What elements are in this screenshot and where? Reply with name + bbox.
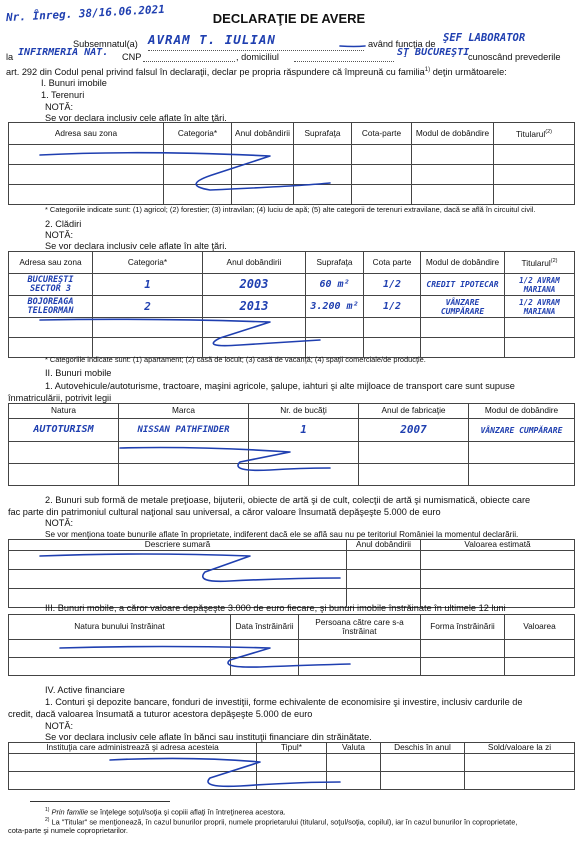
footnote-1 [45,806,286,816]
cladiri-nota: NOTĂ: [45,230,74,240]
bunuri-pretioase-table [8,539,575,608]
auto-header-modul: Modul de dobândire [469,404,575,419]
terenuri-header-suprafata: Suprafaţa [294,123,352,145]
auto-row-modul: VÂNZARE CUMPĂRARE [469,419,575,442]
table-cell [364,318,421,338]
cladiri-header-anul: Anul dobândirii [203,252,306,274]
table-row [9,296,575,318]
table-cell [119,442,249,464]
cladiri-header-modul: Modul de dobândire [421,252,505,274]
intro-line3 [6,65,507,78]
cladiri-row2-adresa: BOJOREAGA TELEORMAN [9,296,93,318]
table-cell [9,185,164,205]
table-cell [299,658,421,676]
cnp-line [143,61,235,62]
cladiri-row1-titularul: 1/2 AVRAM MARIANA [505,274,575,296]
table-cell [421,640,505,658]
table-cell [505,640,575,658]
table-cell [505,338,575,358]
table-cell [9,442,119,464]
auto-row-natura: AUTOTURISM [9,419,119,442]
cnp-label: CNP [122,52,142,62]
cladiri-row1-cota: 1/2 [364,274,421,296]
table-cell [421,570,575,589]
cladiri-row1-adresa: BUCUREŞTI SECTOR 3 [9,274,93,296]
cladiri-row2-modul: VÂNZARE CUMPĂRARE [421,296,505,318]
domiciliul-label: , domiciliul [236,52,279,62]
auto-row-nr: 1 [249,419,359,442]
table-cell [231,640,299,658]
cladiri-table [8,251,575,358]
auto-row-marca: NISSAN PATHFINDER [119,419,249,442]
footnote-1-mark: 1) [45,807,50,813]
table-cell [327,754,381,772]
table-cell [306,318,364,338]
table-cell [294,145,352,165]
la-label: la [6,52,14,62]
terenuri-header-titularul-text: Titularul [516,128,546,139]
terenuri-header-adresa: Adresa sau zona [9,123,164,145]
table-cell [299,640,421,658]
table-cell [421,318,505,338]
cladiri-row1-suprafata: 60 m² [306,274,364,296]
footnote-2 [45,816,517,826]
table-cell [505,318,575,338]
autovehicule-text-b: înmatriculării, potrivit legii [8,393,112,403]
footnote-1-em: Prin familie [51,807,89,817]
table-cell [421,551,575,570]
table-cell [9,570,347,589]
bunuri-pretioase-text-a: 2. Bunuri sub formă de metale preţioase, bijuterii, obiecte de artă şi de cult, colecţii de artă şi numismatică, obiecte care [45,495,531,505]
table-cell [294,165,352,185]
table-cell [347,551,421,570]
section1-title: I. Bunuri imobile [41,78,107,88]
cladiri-row1-anul: 2003 [203,274,306,296]
table-cell [9,165,164,185]
table-cell [232,145,294,165]
cladiri-row2-titularul: 1/2 AVRAM MARIANA [505,296,575,318]
terenuri-table [8,122,575,205]
table-cell [119,464,249,486]
table-cell [352,165,412,185]
auto-header-marca: Marca [119,404,249,419]
bunuri-pretioase-note-text: Se vor menţiona toate bunurile aflate în proprietate, indiferent dacă ele se află sau nu pe teritoriul României la momentul declarării. [45,530,519,539]
cladiri-note-text: Se vor declara inclusiv cele aflate în alte ţări. [45,241,227,251]
conturi-header-institutia: Instituţia care administrează şi adresa acesteia [9,743,257,754]
instrainate-header-persoana: Persoana către care s-a înstrăinat [299,615,421,640]
table-cell [164,185,232,205]
cladiri-header-adresa: Adresa sau zona [9,252,93,274]
conturi-text-a: 1. Conturi şi depozite bancare, fonduri de investiţii, forme echivalente de economisire şi investire, inclusiv cardurile de [45,697,523,707]
function-value: ŞEF LABORATOR [443,32,526,44]
footnote-1-rest: se înţelege soţul/soţia şi copiii aflaţi în întreţinerea acestora. [88,807,286,817]
terenuri-header-categoria: Categoria* [164,123,232,145]
table-cell [412,165,494,185]
footnote-2-mark: 2) [45,817,50,823]
table-cell [352,145,412,165]
conturi-header-tipul: Tipul* [257,743,327,754]
cladiri-header-titularul-text: Titularul [521,257,551,268]
table-cell [505,658,575,676]
table-cell [9,640,231,658]
terenuri-nota: NOTĂ: [45,102,74,112]
cladiri-row2-cota: 1/2 [364,296,421,318]
table-cell [9,658,231,676]
conturi-header-valuta: Valuta [327,743,381,754]
table-cell [352,185,412,205]
conturi-note-text: Se vor declara inclusiv cele aflate în bănci sau instituţii financiare din străinătate. [45,732,372,742]
table-cell [203,318,306,338]
registration-number: Nr. Înreg. 38/16.06.2021 [5,2,166,25]
section2-title: II. Bunuri mobile [45,368,112,378]
table-cell [421,338,505,358]
table-cell [494,165,575,185]
table-cell [465,772,575,790]
footnote-2-cont: cota-parte şi numele coproprietarilor. [8,826,128,835]
terenuri-header-anul: Anul dobândirii [232,123,294,145]
cladiri-header-cota: Cota parte [364,252,421,274]
terenuri-header-titularul [494,123,575,145]
table-cell [249,464,359,486]
cladiri-header-titularul-sup: (2) [550,257,558,264]
table-cell [232,165,294,185]
section4-title: IV. Active financiare [45,685,125,695]
table-row [9,419,575,442]
table-cell [249,442,359,464]
table-cell [469,464,575,486]
conturi-nota: NOTĂ: [45,721,74,731]
pretioase-header-anul: Anul dobândirii [347,540,421,551]
cladiri-row1-modul: CREDIT IPOTECAR [421,274,505,296]
instrainate-header-valoarea: Valoarea [505,615,575,640]
intro-line3-text: art. 292 din Codul penal privind falsul în declaraţii, declar pe propria răspundere că împreună cu familia [6,67,425,78]
intro-line3-end: deţin următoarele: [432,67,507,78]
bunuri-pretioase-nota: NOTĂ: [45,518,74,528]
cladiri-row2-anul: 2013 [203,296,306,318]
footnote-divider [30,801,170,802]
avand-functia-label: având funcţia de [368,39,436,49]
autovehicule-text-a: 1. Autovehicule/autoturisme, tractoare, maşini agricole, şalupe, iahturi şi alte mijloace de transport care sunt supuse [45,381,515,391]
footnote-2-text: La "Titular" se menţionează, în cazul bunurilor proprii, numele proprietarului (titularul, soţul/soţia, copilul), iar în cazul bunurilor în coproprietate, [51,817,518,827]
table-cell [257,772,327,790]
conturi-header-deschis: Deschis în anul [381,743,465,754]
conturi-header-sold: Sold/valoare la zi [465,743,575,754]
table-cell [359,464,469,486]
table-cell [294,185,352,205]
table-cell [469,442,575,464]
institution-value: INFIRMERIA NAT. [18,47,109,58]
instrainate-table [8,614,575,676]
table-cell [494,145,575,165]
cladiri-row2-categoria: 2 [93,296,203,318]
table-cell [9,318,93,338]
pretioase-header-descriere: Descriere sumară [9,540,347,551]
table-cell [359,442,469,464]
terenuri-footnote: * Categoriile indicate sunt: (1) agricol; (2) forestier; (3) intravilan; (4) luciu de apă; (5) alte categorii de terenuri extravilane, dacă se află în circuitul civil. [45,205,536,214]
terenuri-header-titularul-sup: (2) [545,128,552,135]
domicile-value: SŢ BUCUREŞTI [397,47,470,58]
table-cell [412,145,494,165]
instrainate-header-data: Data înstrăinării [231,615,299,640]
table-cell [9,464,119,486]
table-cell [412,185,494,205]
terenuri-header-modul: Modul de dobândire [412,123,494,145]
bunuri-pretioase-text-b: fac parte din patrimoniul cultural naţional sau universal, a căror valoare însumată depăşeşte 5.000 de euro [8,507,441,517]
declarant-name: AVRAM T. IULIAN [148,32,276,47]
auto-row-anul: 2007 [359,419,469,442]
cladiri-row1-categoria: 1 [93,274,203,296]
table-cell [9,551,347,570]
conturi-table [8,742,575,790]
terenuri-header-cota: Cota-parte [352,123,412,145]
table-cell [381,772,465,790]
table-cell [9,772,257,790]
page-title: DECLARAŢIE DE AVERE [212,11,366,26]
table-cell [327,772,381,790]
instrainate-header-forma: Forma înstrăinării [421,615,505,640]
table-cell [465,754,575,772]
auto-header-nr: Nr. de bucăţi [249,404,359,419]
subsemnatul-label: Subsemnatul(a) [73,39,138,49]
table-cell [9,754,257,772]
cladiri-title: 2. Clădiri [45,219,82,229]
table-cell [93,318,203,338]
table-row [9,274,575,296]
section3-title: III. Bunuri mobile, a căror valoare depăşeşte 3.000 de euro fiecare, şi bunuri imobile înstrăinate în ultimele 12 luni [45,603,506,613]
table-cell [257,754,327,772]
table-cell [231,658,299,676]
auto-header-anul: Anul de fabricaţie [359,404,469,419]
table-cell [232,185,294,205]
table-cell [164,145,232,165]
table-cell [9,145,164,165]
table-cell [494,185,575,205]
pretioase-header-valoarea: Valoarea estimată [421,540,575,551]
footnote-ref-1: 1) [424,67,431,73]
table-cell [347,570,421,589]
terenuri-title: 1. Terenuri [41,90,85,100]
autovehicule-table [8,403,575,486]
cunoscand-label: cunoscând prevederile [468,52,561,62]
table-cell [381,754,465,772]
cladiri-row2-suprafata: 3.200 m² [306,296,364,318]
conturi-text-b: credit, dacă valoarea însumată a tuturor acestora depăşeşte 5.000 de euro [8,709,313,719]
auto-header-natura: Natura [9,404,119,419]
instrainate-header-natura: Natura bunului înstrăinat [9,615,231,640]
terenuri-note-text: Se vor declara inclusiv cele aflate în alte ţări. [45,113,227,123]
table-cell [164,165,232,185]
cladiri-header-titularul [505,252,575,274]
domiciliu-line [294,61,394,62]
cladiri-header-categoria: Categoria* [93,252,203,274]
cladiri-footnote: * Categoriile indicate sunt: (1) apartament; (2) casă de locuit; (3) casă de vacanţă; (4) spaţii comerciale/de producţie. [45,355,426,364]
cladiri-header-suprafata: Suprafaţa [306,252,364,274]
table-cell [421,658,505,676]
